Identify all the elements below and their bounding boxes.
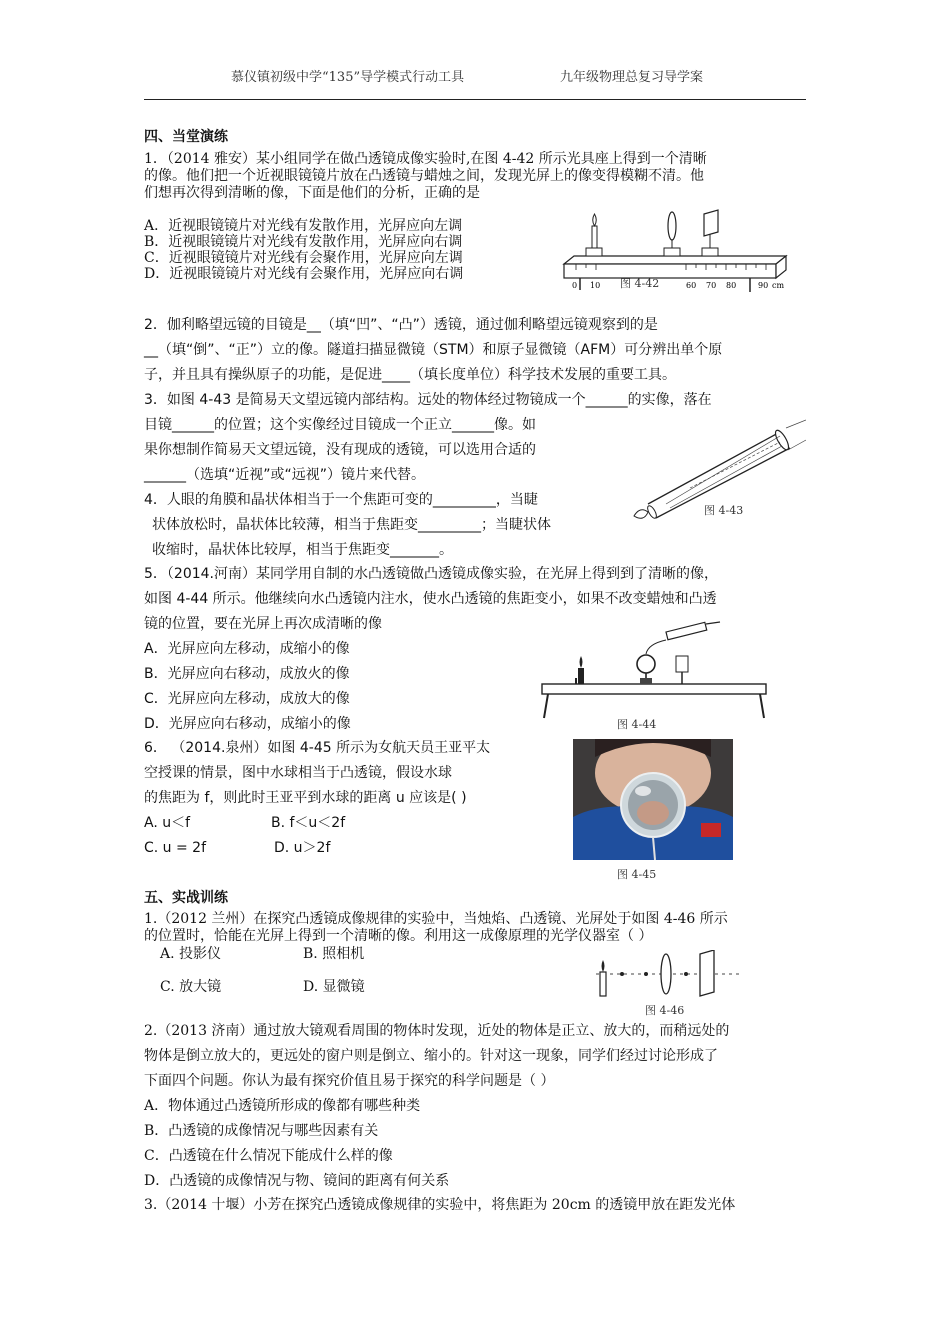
s5-q3-text: 3.（2014 十堰）小芳在探究凸透镜成像规律的实验中，将焦距为 20cm 的透镜甲放在距发光体: [144, 1197, 736, 1213]
q1-text: 们想再次得到清晰的像，下面是他们的分析，正确的是: [144, 185, 480, 201]
section-4-title: 四、当堂演练: [144, 129, 228, 145]
q1-option-d: D．近视眼镜镜片对光线有会聚作用，光屏应向右调: [144, 266, 464, 282]
q5-option-b: B．光屏应向右移动，成放火的像: [144, 666, 350, 682]
ruler-label: cm: [772, 281, 785, 290]
lens-arrangement-figure-4-46: [592, 950, 744, 1002]
q6-option-d: D. u＞2f: [274, 840, 331, 856]
section-5-title: 五、实战训练: [144, 890, 228, 906]
astronaut-water-ball-photo: [573, 739, 733, 860]
q3-text: 目镜______的位置；这个实像经过目镜成一个正立______像。如: [144, 417, 536, 433]
s5-q1-option-a: A. 投影仪: [160, 946, 222, 962]
q3-text: 果你想制作简易天文望远镜，没有现成的透镜，可以选用合适的: [144, 442, 536, 458]
q3-text: 3．如图 4-43 是简易天文望远镜内部结构。远处的物体经过物镜成一个______的实像，落在: [144, 392, 712, 408]
q6-text: 的焦距为 f，则此时王亚平到水球的距离 u 应该是( ): [144, 790, 467, 806]
q1-text: 的像。他们把一个近视眼镜镜片放在凸透镜与蜡烛之间，发现光屏上的像变得模糊不清。他: [144, 168, 704, 184]
s5-q2-option-b: B．凸透镜的成像情况与哪些因素有关: [144, 1123, 379, 1139]
s5-q2-option-a: A．物体通过凸透镜所形成的像都有哪些种类: [144, 1098, 421, 1114]
figure-4-42-caption: 图 4-42: [620, 277, 660, 290]
ruler-label: 70: [706, 281, 717, 290]
figure-4-45-caption: 图 4-45: [617, 868, 657, 881]
q5-text: 如图 4-44 所示。他继续向水凸透镜内注水，使水凸透镜的焦距变小，如果不改变蜡烛和凸透: [144, 591, 717, 607]
q4-text: 状体放松时，晶状体比较薄，相当于焦距变_________；当睫状体: [152, 517, 551, 533]
q4-text: 4．人眼的角膜和晶状体相当于一个焦距可变的_________，当睫: [144, 492, 538, 508]
s5-q1-option-b: B. 照相机: [303, 946, 365, 962]
ruler-label: 0: [572, 281, 578, 290]
s5-q1-text: 1.（2012 兰州）在探究凸透镜成像规律的实验中，当烛焰、凸透镜、光屏处于如图 4-46 所示: [144, 911, 728, 927]
header-divider: [144, 99, 806, 100]
q5-option-d: D．光屏应向右移动，成缩小的像: [144, 716, 351, 732]
ruler-label: 60: [686, 281, 697, 290]
figure-4-43-caption: 图 4-43: [704, 504, 744, 517]
s5-q2-option-c: C．凸透镜在什么情况下能成什么样的像: [144, 1148, 393, 1164]
s5-q1-option-d: D. 显微镜: [303, 979, 365, 995]
q6-option-c: C. u = 2f: [144, 840, 207, 856]
s5-q2-option-d: D．凸透镜的成像情况与物、镜间的距离有何关系: [144, 1173, 450, 1189]
header-course: 九年级物理总复习导学案: [560, 70, 704, 85]
figure-4-46-caption: 图 4-46: [645, 1004, 685, 1017]
q6-text: 空授课的情景，图中水球相当于凸透镜，假设水球: [144, 765, 452, 781]
q4-text: 收缩时，晶状体比较厚，相当于焦距变_______。: [152, 542, 453, 558]
optical-bench-figure-4-42: [556, 204, 792, 304]
ruler-label: 80: [726, 281, 737, 290]
q1-option-c: C．近视眼镜镜片对光线有会聚作用，光屏应向左调: [144, 250, 463, 266]
q3-text: ______（选填“近视”或“远视”）镜片来代替。: [144, 467, 426, 483]
q6-option-b: B. f＜u＜2f: [271, 815, 346, 831]
s5-q1-option-c: C. 放大镜: [160, 979, 222, 995]
ruler-label: 10: [590, 281, 601, 290]
s5-q1-text: 的位置时，恰能在光屏上得到一个清晰的像。利用这一成像原理的光学仪器室（ ）: [144, 928, 653, 944]
q2-text: 2．伽利略望远镜的目镜是__（填“凹”、“凸”）透镜，通过伽利略望远镜观察到的是: [144, 317, 658, 333]
q2-text: __（填“倒”、“正”）立的像。隧道扫描显微镜（STM）和原子显微镜（AFM）可分辨出单个原: [144, 342, 723, 358]
q1-option-b: B．近视眼镜镜片对光线有发散作用，光屏应向右调: [144, 234, 463, 250]
q2-text: 子，并且具有操纵原子的功能，是促进____（填长度单位）科学技术发展的重要工具。: [144, 367, 676, 383]
s5-q2-text: 物体是倒立放大的，更远处的窗户则是倒立、缩小的。针对这一现象，同学们经过讨论形成了: [144, 1048, 718, 1064]
ruler-label: 90: [758, 281, 769, 290]
q5-text: 镜的位置，要在光屏上再次成清晰的像: [144, 616, 382, 632]
water-lens-figure-4-44: [536, 616, 772, 722]
q6-text: 6． （2014.泉州）如图 4-45 所示为女航天员王亚平太: [144, 740, 491, 756]
q5-text: 5．（2014.河南）某同学用自制的水凸透镜做凸透镜成像实验，在光屏上得到到了清晰的像，: [144, 566, 718, 582]
s5-q2-text: 下面四个问题。你认为最有探究价值且易于探究的科学问题是（ ）: [144, 1073, 555, 1089]
q6-option-a: A. u＜f: [144, 815, 191, 831]
header-school: 慕仪镇初级中学“135”导学模式行动工具: [231, 70, 465, 85]
q1-option-a: A．近视眼镜镜片对光线有发散作用，光屏应向左调: [144, 218, 463, 234]
figure-4-44-caption: 图 4-44: [617, 718, 657, 731]
s5-q2-text: 2.（2013 济南）通过放大镜观看周围的物体时发现，近处的物体是正立、放大的，而稍远处的: [144, 1023, 730, 1039]
q5-option-c: C．光屏应向左移动，成放大的像: [144, 691, 350, 707]
q5-option-a: A．光屏应向左移动，成缩小的像: [144, 641, 350, 657]
q1-text: 1．（2014 雅安）某小组同学在做凸透镜成像实验时,在图 4-42 所示光具座上得到一个清晰: [144, 151, 707, 167]
